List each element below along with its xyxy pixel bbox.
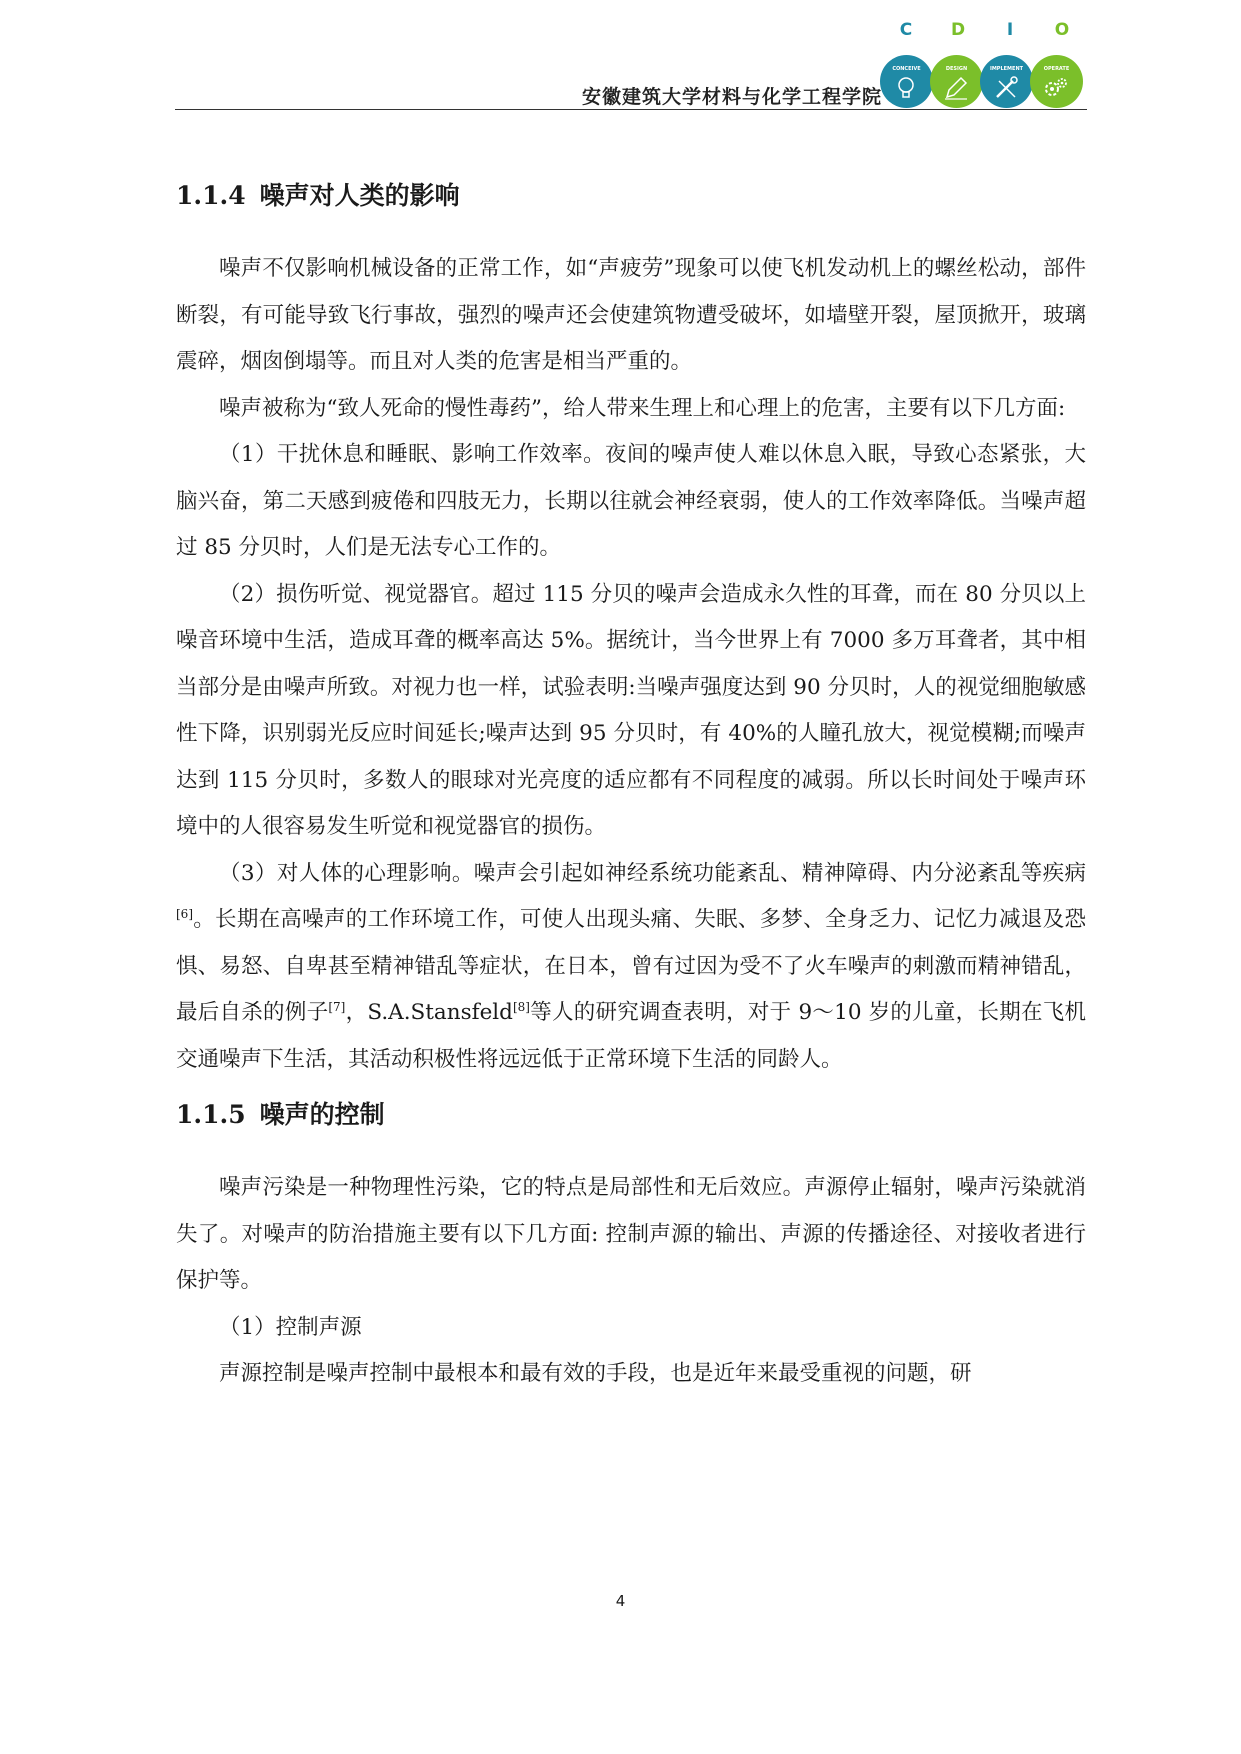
paragraph: （2）损伤听觉、视觉器官。超过 115 分贝的噪声会造成永久性的耳聋，而在 80 分贝以上噪音环境中生活，造成耳聋的概率高达 5%。据统计，当今世界上有 7000 多万耳聋者，其中相当部分是由噪声所致。对视力也一样，试验表明:当噪声强度达到 90 分贝时，人的视觉细胞敏感性下降，识别弱光反应时间延长;噪声达到 95 分贝时，有 40%的人瞳孔放大，视觉模糊;而噪声达到 115 分贝时，多数人的眼球对光亮度的适应都有不同程度的减弱。所以长时间处于噪声环境中的人很容易发生听觉和视觉器官的损伤。 <box>176 581 1086 839</box>
page-header <box>175 10 1087 110</box>
section-title: 噪声对人类的影响 <box>259 181 460 210</box>
design-label: DESIGN <box>945 66 968 72</box>
paragraph: （1）干扰休息和睡眠、影响工作效率。夜间的噪声使人难以休息入眠，导致心态紧张，大脑兴奋，第二天感到疲倦和四肢无力，长期以往就会神经衰弱，使人的工作效率降低。当噪声超过 85 分贝时，人们是无法专心工作的。 <box>176 442 1086 560</box>
section-heading-1-1-5 <box>176 1089 1086 1141</box>
paragraph: 声源控制是噪声控制中最根本和最有效的手段，也是近年来最受重视的问题，研 <box>219 1361 972 1386</box>
conceive-circle <box>880 55 933 108</box>
header-divider <box>175 109 1087 110</box>
section-number: 1.1.5 <box>176 1100 246 1129</box>
section-title: 噪声的控制 <box>259 1100 385 1129</box>
section-number: 1.1.4 <box>176 181 246 210</box>
implement-circle <box>980 55 1033 108</box>
paragraph: 噪声不仅影响机械设备的正常工作，如“声疲劳”现象可以使飞机发动机上的螺丝松动，部件断裂，有可能导致飞行事故，强烈的噪声还会使建筑物遭受破坏，如墙壁开裂，屋顶掀开，玻璃震碎，烟囱倒塌等。而且对人类的危害是相当严重的。 <box>176 256 1086 374</box>
paragraph: （1）控制声源 <box>219 1314 362 1340</box>
tools-icon <box>993 75 1019 101</box>
paragraph <box>176 851 1086 1084</box>
gears-icon <box>1043 75 1069 101</box>
design-circle <box>930 55 983 108</box>
text-run: （3）对人体的心理影响。噪声会引起如神经系统功能紊乱、精神障碍、内分泌紊乱等疾病 <box>219 860 1086 886</box>
citation-ref: [7] <box>328 999 346 1014</box>
operate-circle <box>1030 55 1083 108</box>
citation-ref: [8] <box>512 999 530 1014</box>
pencil-icon <box>943 75 969 101</box>
lightbulb-icon <box>893 75 919 101</box>
text-run: ，S.A.Stansfeld <box>345 1000 513 1025</box>
text-run: 等人的研究调查表明，对于 9～10 岁的儿童，长期在飞机交通噪声下生活，其活动积极性将远远低于正常环境下生活的同龄人。 <box>176 1000 1086 1072</box>
page-body <box>176 170 1086 1398</box>
logo-letter-c: C <box>899 20 913 40</box>
text-run: 。长期在高噪声的工作环境工作，可使人出现头痛、失眠、多梦、全身乏力、记忆力减退及恐惧、易怒、自卑甚至精神错乱等症状，在日本，曾有过因为受不了火车噪声的刺激而精神错乱，最后自杀的例子 <box>176 907 1086 1025</box>
citation-ref: [6] <box>176 906 193 921</box>
logo-letter-o: O <box>1054 20 1070 40</box>
institution-title: 安徽建筑大学材料与化学工程学院 <box>581 86 882 108</box>
logo-letter-i: I <box>1006 20 1014 40</box>
operate-label: OPERATE <box>1043 66 1070 72</box>
conceive-label: CONCEIVE <box>892 66 921 72</box>
page-number: 4 <box>615 1592 626 1610</box>
paragraph: 噪声污染是一种物理性污染，它的特点是局部性和无后效应。声源停止辐射，噪声污染就消失了。对噪声的防治措施主要有以下几方面: 控制声源的输出、声源的传播途径、对接收者进行保护等。 <box>176 1175 1086 1293</box>
cdio-logo <box>880 20 1085 110</box>
implement-label: IMPLEMENT <box>989 66 1024 72</box>
section-heading-1-1-4 <box>176 170 1086 222</box>
paragraph: 噪声被称为“致人死命的慢性毒药”，给人带来生理上和心理上的危害，主要有以下几方面: <box>219 395 1066 421</box>
logo-letter-d: D <box>950 20 966 40</box>
